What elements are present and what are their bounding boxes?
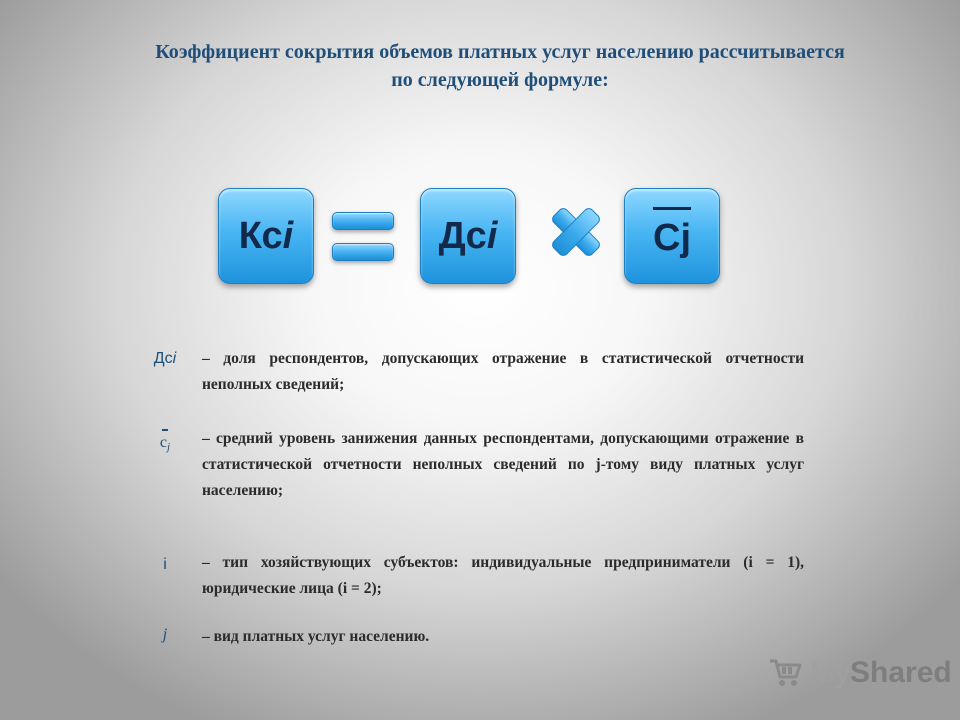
definition-term-dsi: Дсi bbox=[153, 350, 177, 367]
formula-term-dsi bbox=[420, 188, 516, 284]
formula-term-ksi-text: Ксi bbox=[238, 214, 294, 257]
slide-title-line-2: по следующей формуле: bbox=[391, 69, 609, 91]
slide-title-line-1: Коэффициент сокрытия объемов платных услуг населению рассчитывается bbox=[155, 41, 845, 63]
definition-text-j: – вид платных услуг населению. bbox=[202, 628, 430, 645]
definition-term-i: i bbox=[163, 556, 167, 573]
watermark-my: My bbox=[810, 656, 850, 689]
definition-text-dsi: – доля респондентов, допускающих отражение в статистической отчетности неполных сведений; bbox=[202, 350, 804, 393]
formula-term-cj-text: Cj bbox=[653, 213, 691, 260]
formula-term-cj bbox=[624, 188, 720, 284]
shopping-cart-icon bbox=[768, 657, 804, 689]
definition-text-cj: – средний уровень занижения данных респондентами, допускающими отражение в статистической отчетности неполных сведений по j-тому виду платных услуг населению; bbox=[202, 430, 804, 499]
slide-title bbox=[60, 38, 940, 94]
formula-term-dsi-text: Дсi bbox=[438, 214, 498, 257]
multiply-icon bbox=[548, 204, 604, 260]
watermark-logo bbox=[768, 656, 952, 690]
definition-text-i: – тип хозяйствующих субъектов: индивидуальные предприниматели (i = 1), юридические лица (i = 2); bbox=[202, 554, 804, 597]
definition-term-cj: $c_j$ bbox=[159, 434, 171, 453]
definition-term-j: j bbox=[162, 626, 168, 643]
watermark-shared: Shared bbox=[850, 656, 952, 689]
formula-term-ksi bbox=[218, 188, 314, 284]
equals-icon bbox=[332, 212, 394, 262]
